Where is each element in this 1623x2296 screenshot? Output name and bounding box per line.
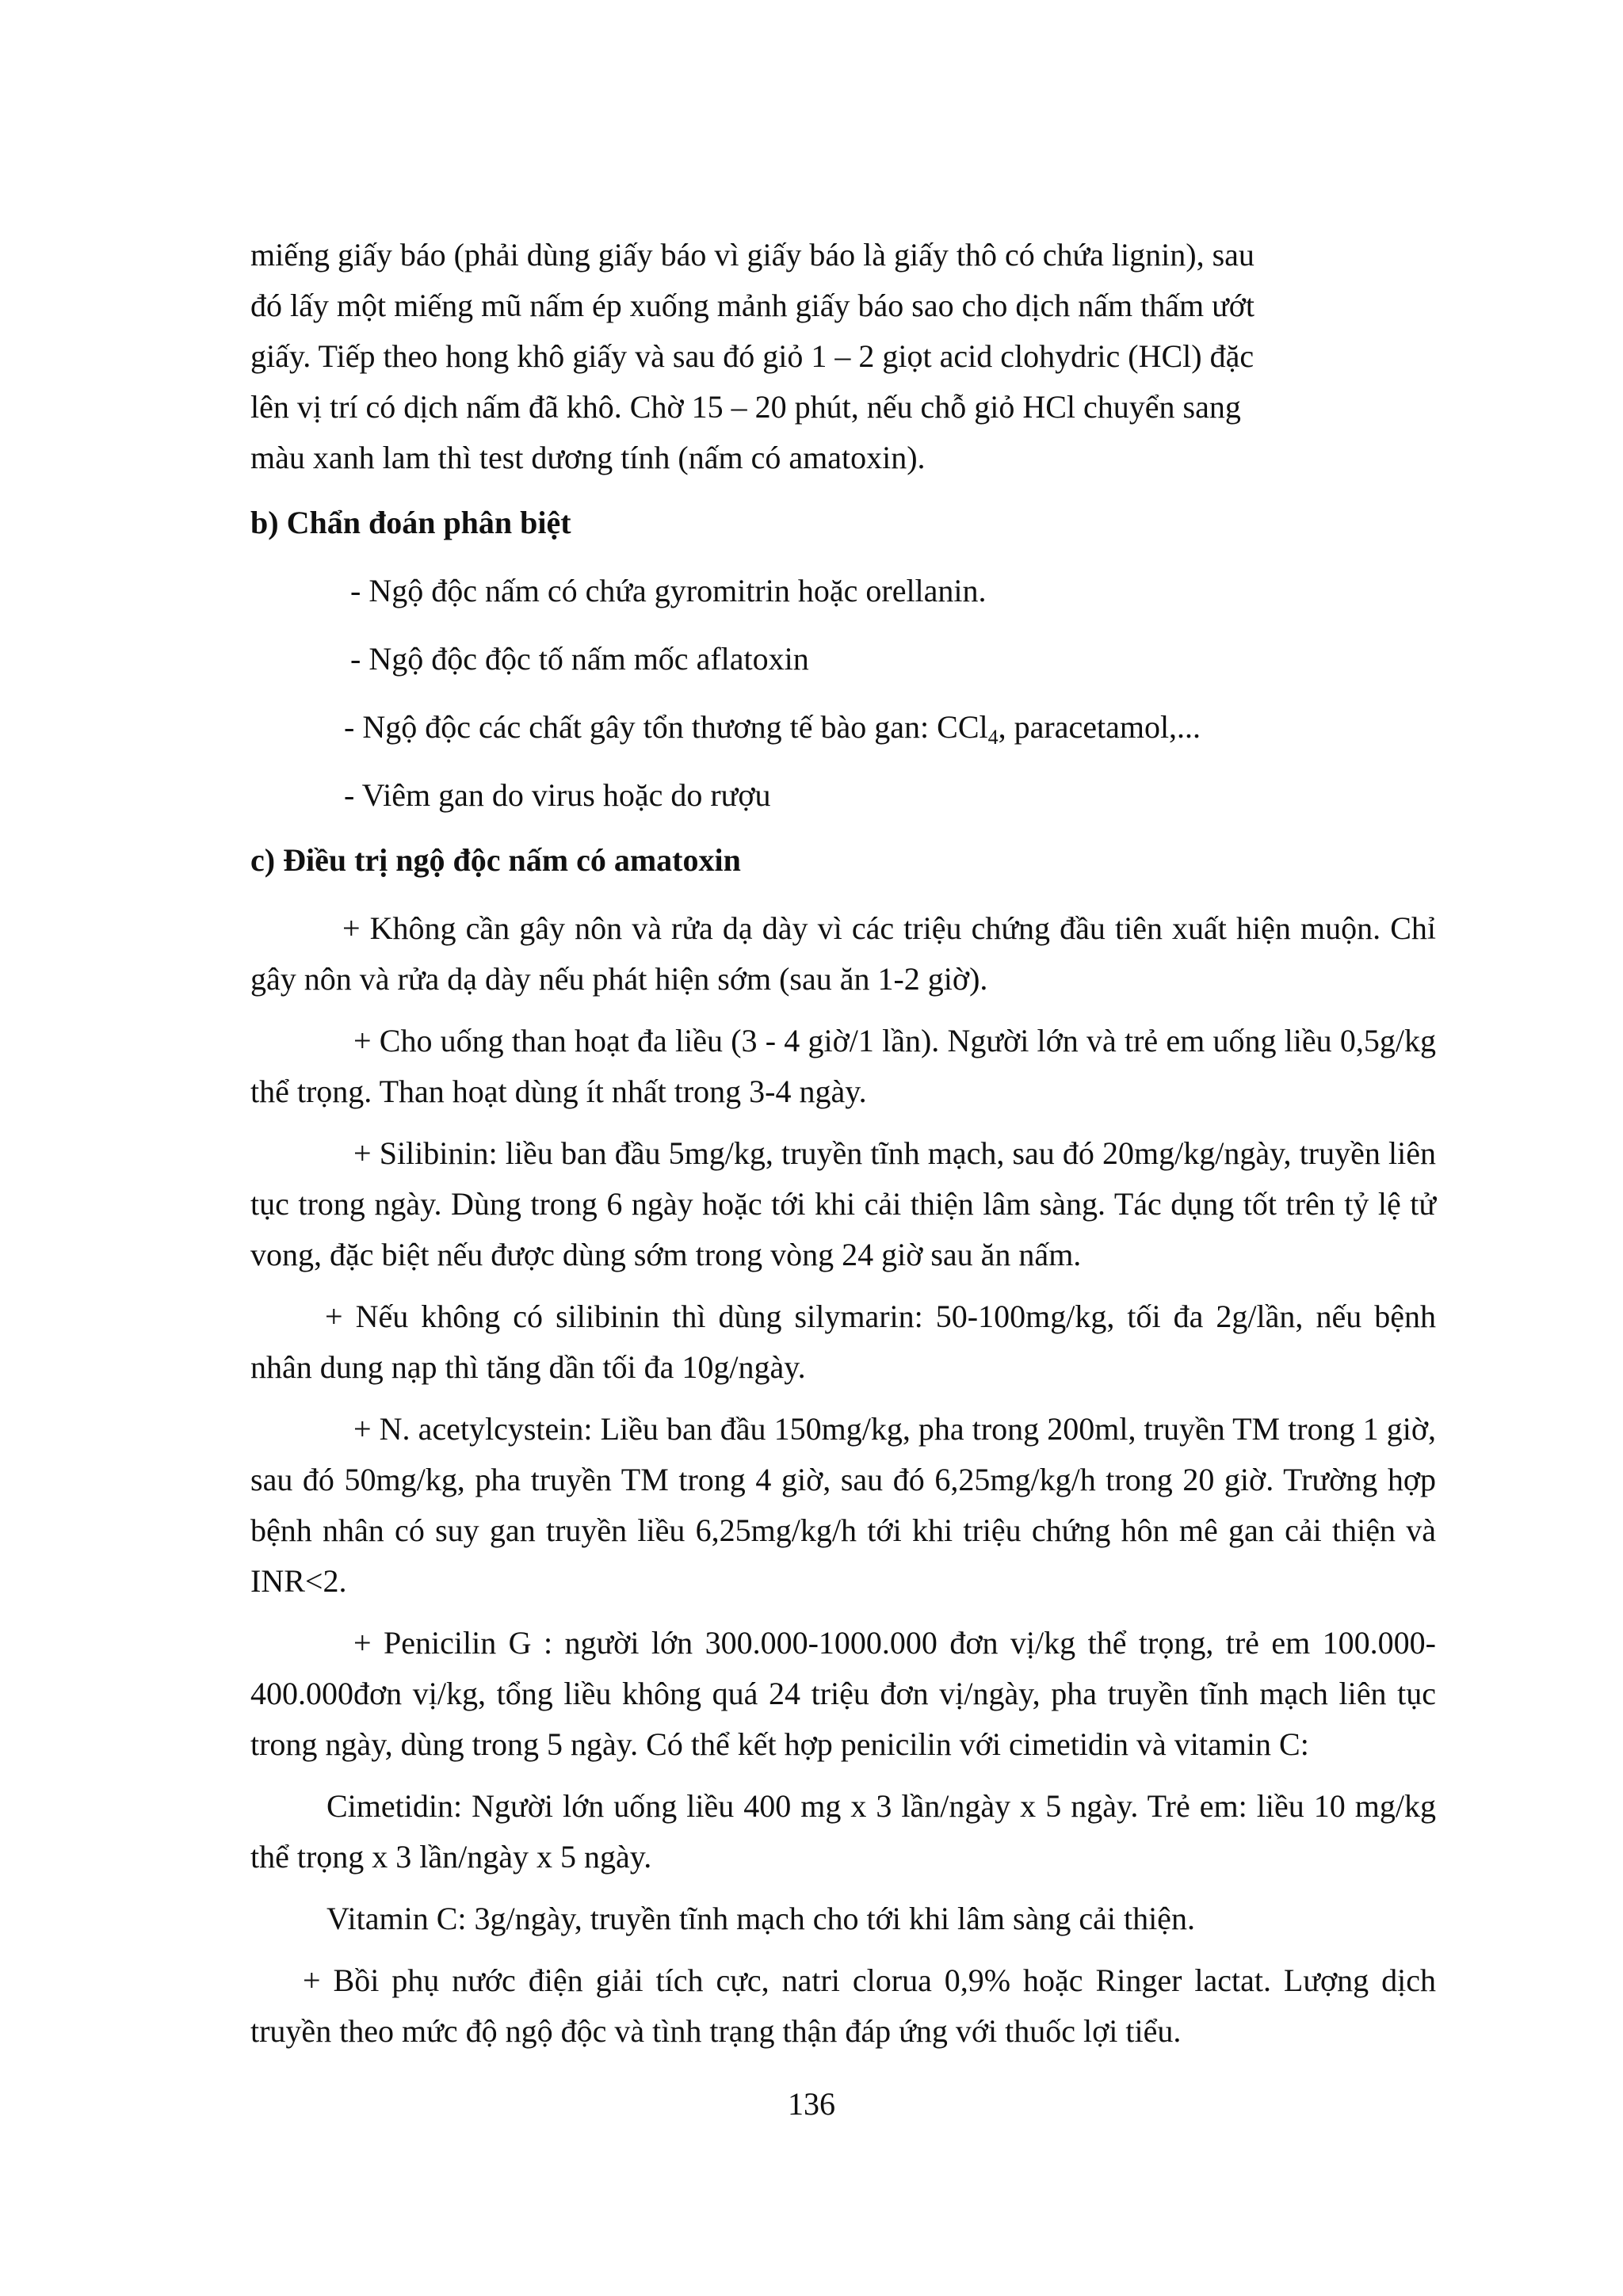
treatment-paragraph: + Bồi phụ nước điện giải tích cực, natri clorua 0,9% hoặc Ringer lactat. Lượng dịch truyền theo mức độ ngộ độc và tình trạng thận đáp ứng với thuốc lợi tiểu.	[250, 1962, 1436, 2049]
list-item: - Viêm gan do virus hoặc do rượu	[344, 777, 771, 813]
list-item: - Ngộ độc nấm có chứa gyromitrin hoặc orellanin.	[350, 573, 987, 608]
list-item-text: - Ngộ độc các chất gây tổn thương tế bào gan: CCl	[344, 709, 988, 745]
treatment-paragraph: + Silibinin: liều ban đầu 5mg/kg, truyền tĩnh mạch, sau đó 20mg/kg/ngày, truyền liên tục trong ngày. Dùng trong 6 ngày hoặc tới khi cải thiện lâm sàng. Tác dụng tốt trên tỷ lệ tử vong, đặc biệt nếu được dùng sớm trong vòng 24 giờ sau ăn nấm.	[250, 1135, 1436, 1272]
intro-paragraph	[250, 230, 1436, 483]
treatment-paragraph: + Nếu không có silibinin thì dùng silymarin: 50-100mg/kg, tối đa 2g/lần, nếu bệnh nhân dung nạp thì tăng dần tối đa 10g/ngày.	[250, 1299, 1436, 1385]
treatment-paragraph: + Penicilin G : người lớn 300.000-1000.000 đơn vị/kg thể trọng, trẻ em 100.000-400.000đơn vị/kg, tổng liều không quá 24 triệu đơn vị/ngày, pha truyền tĩnh mạch liên tục trong ngày, dùng trong 5 ngày. Có thể kết hợp penicilin với cimetidin và vitamin C:	[250, 1625, 1436, 1762]
text-line: đó lấy một miếng mũ nấm ép xuống mảnh giấy báo sao cho dịch nấm thấm ướt	[250, 288, 1255, 323]
treatment-paragraph: + Cho uống than hoạt đa liều (3 - 4 giờ/1 lần). Người lớn và trẻ em uống liều 0,5g/kg thể trọng. Than hoạt dùng ít nhất trong 3-4 ngày.	[250, 1023, 1436, 1109]
treatment-paragraph: + Không cần gây nôn và rửa dạ dày vì các triệu chứng đầu tiên xuất hiện muộn. Chỉ gây nôn và rửa dạ dày nếu phát hiện sớm (sau ăn 1-2 giờ).	[250, 910, 1436, 997]
treatment-paragraph: + N. acetylcystein: Liều ban đầu 150mg/kg, pha trong 200ml, truyền TM trong 1 giờ, sau đó 50mg/kg, pha truyền TM trong 4 giờ, sau đó 6,25mg/kg/h trong 20 giờ. Trường hợp bệnh nhân có suy gan truyền liều 6,25mg/kg/h tới khi triệu chứng hôn mê gan cải thiện và INR<2.	[250, 1411, 1436, 1599]
document-page	[250, 230, 1436, 2057]
list-item: - Ngộ độc độc tố nấm mốc aflatoxin	[350, 641, 809, 677]
text-line: màu xanh lam thì test dương tính (nấm có amatoxin).	[250, 440, 926, 475]
treatment-paragraph: Vitamin C: 3g/ngày, truyền tĩnh mạch cho tới khi lâm sàng cải thiện.	[327, 1901, 1195, 1936]
text-line: lên vị trí có dịch nấm đã khô. Chờ 15 – 20 phút, nếu chỗ giỏ HCl chuyển sang	[250, 389, 1241, 425]
section-c-heading: c) Điều trị ngộ độc nấm có amatoxin	[250, 842, 741, 878]
page-number: 136	[788, 2086, 835, 2122]
text-line: miếng giấy báo (phải dùng giấy báo vì giấy báo là giấy thô có chứa lignin), sau	[250, 237, 1254, 273]
list-item	[250, 702, 1436, 753]
treatment-paragraph: Cimetidin: Người lớn uống liều 400 mg x 3 lần/ngày x 5 ngày. Trẻ em: liều 10 mg/kg thể trọng x 3 lần/ngày x 5 ngày.	[250, 1788, 1436, 1875]
list-item-suffix: , paracetamol,...	[998, 709, 1201, 745]
subscript: 4	[987, 726, 999, 749]
text-line: giấy. Tiếp theo hong khô giấy và sau đó giỏ 1 – 2 giọt acid clohydric (HCl) đặc	[250, 338, 1254, 374]
section-b-heading: b) Chẩn đoán phân biệt	[250, 505, 571, 540]
